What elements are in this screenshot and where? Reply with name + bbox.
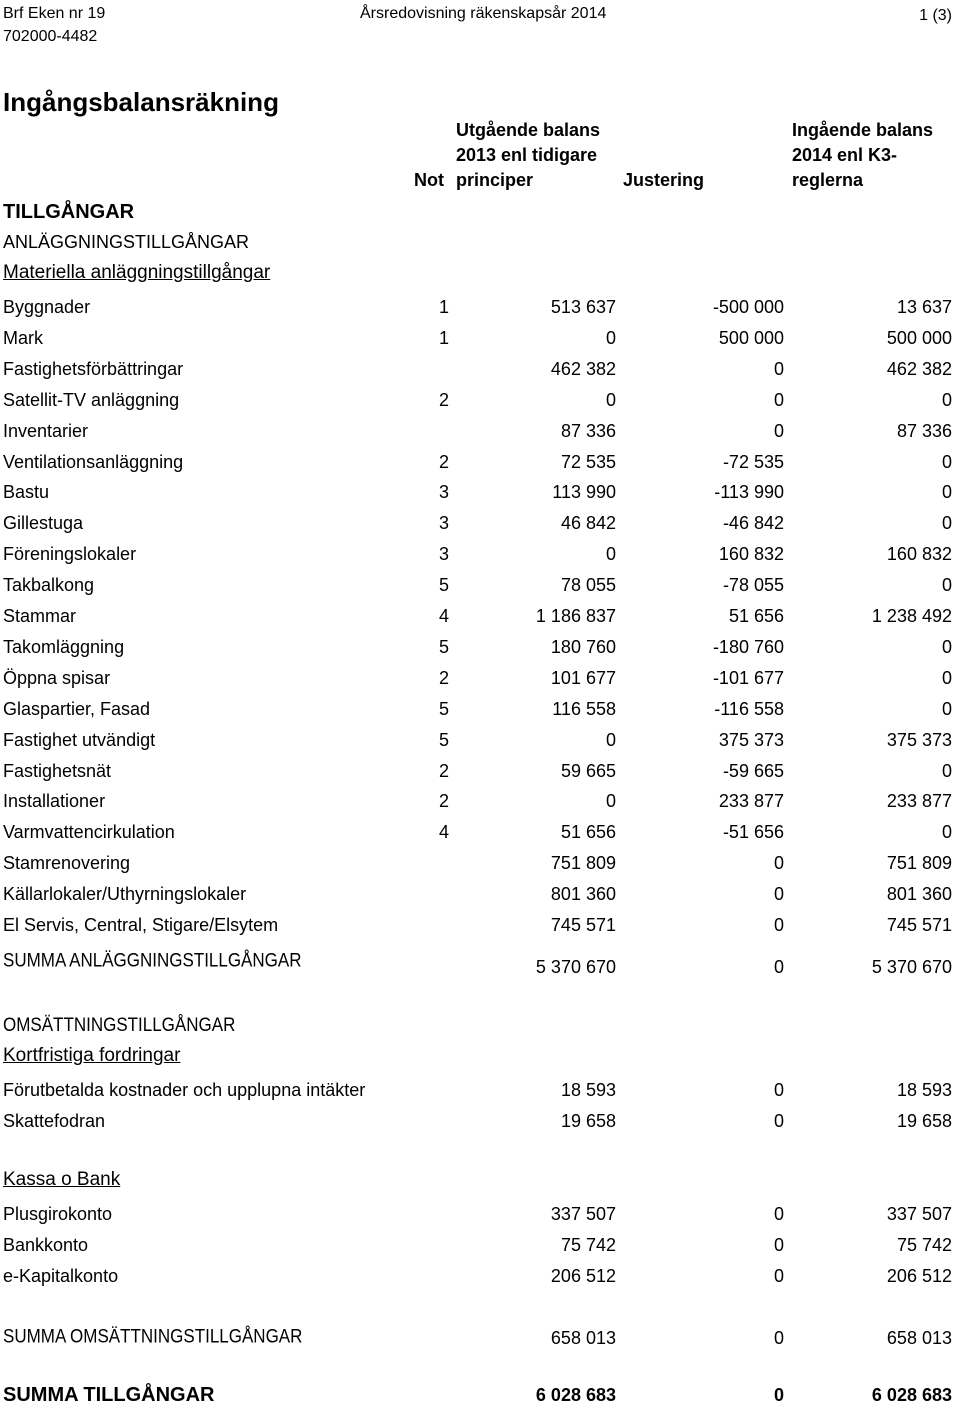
row-justering-value: 0 bbox=[773, 1111, 784, 1131]
row-ingaende-value: 0 bbox=[941, 636, 952, 657]
col-header-utgaende bbox=[456, 118, 600, 193]
row-utgaende-value: 462 382 bbox=[550, 358, 616, 379]
row-justering-value: -116 558 bbox=[714, 698, 784, 719]
table-row bbox=[0, 390, 960, 414]
row-justering-value: -180 760 bbox=[712, 636, 784, 657]
col-header-justering: Justering bbox=[623, 170, 705, 190]
row-utgaende-value: 101 677 bbox=[550, 667, 616, 688]
row-utgaende-value: 0 bbox=[605, 544, 616, 565]
row-utgaende-value: 51 656 bbox=[560, 822, 616, 843]
row-label: Byggnader bbox=[3, 297, 91, 317]
row-label: Inventarier bbox=[3, 420, 89, 441]
row-utgaende-value: 0 bbox=[605, 729, 616, 750]
row-utgaende-value: 180 760 bbox=[550, 636, 616, 657]
row-utgaende-value: 0 bbox=[605, 791, 616, 812]
row-ingaende-value: 0 bbox=[941, 575, 952, 596]
row-ingaende-value: 0 bbox=[941, 482, 952, 503]
col-header-not: Not bbox=[414, 170, 444, 190]
row-ingaende-value: 1 238 492 bbox=[871, 606, 952, 626]
row-not: 2 bbox=[438, 389, 449, 410]
row-ingaende-value: 233 877 bbox=[886, 791, 952, 812]
row-utgaende-value: 72 535 bbox=[560, 451, 616, 472]
table-row bbox=[0, 1111, 960, 1135]
col-header-utgaende-line3: principer bbox=[456, 170, 534, 190]
row-ingaende-value: 337 507 bbox=[886, 1204, 952, 1224]
table-row bbox=[0, 761, 960, 785]
row-utgaende-value: 19 658 bbox=[560, 1111, 616, 1131]
table-row bbox=[0, 637, 960, 661]
row-utgaende-value: 78 055 bbox=[560, 575, 616, 596]
row-utgaende-value: 59 665 bbox=[560, 760, 616, 781]
row-justering-value: -51 656 bbox=[722, 822, 784, 843]
row-not: 2 bbox=[438, 791, 449, 812]
row-not: 2 bbox=[438, 667, 449, 688]
row-utgaende-value: 87 336 bbox=[560, 420, 616, 441]
row-ingaende-value: 0 bbox=[941, 389, 952, 410]
row-ingaende-value: 13 637 bbox=[896, 297, 952, 317]
row-label: Fastighetsförbättringar bbox=[3, 358, 184, 379]
sum-oms-col2: 0 bbox=[773, 1328, 784, 1348]
row-justering-value: 0 bbox=[773, 915, 784, 935]
row-not: 1 bbox=[438, 297, 449, 317]
table-row bbox=[0, 730, 960, 754]
row-ingaende-value: 18 593 bbox=[896, 1080, 952, 1100]
table-row bbox=[0, 606, 960, 630]
row-not: 3 bbox=[438, 482, 449, 503]
row-label: Installationer bbox=[3, 791, 106, 812]
sum-omsattningstillgangar-row bbox=[0, 1325, 960, 1349]
row-not: 3 bbox=[438, 513, 449, 534]
row-justering-value: -113 990 bbox=[714, 482, 784, 503]
section-anlaggningstillgangar: ANLÄGGNINGSTILLGÅNGAR bbox=[3, 232, 250, 252]
row-justering-value: 51 656 bbox=[728, 606, 784, 626]
row-justering-value: 375 373 bbox=[718, 729, 784, 750]
row-ingaende-value: 0 bbox=[941, 513, 952, 534]
col-header-ingaende-line3: reglerna bbox=[792, 170, 864, 190]
row-justering-value: 0 bbox=[773, 358, 784, 379]
section-kassa: Kassa o Bank bbox=[3, 1169, 121, 1190]
col-header-ingaende bbox=[792, 118, 933, 193]
row-utgaende-value: 46 842 bbox=[560, 513, 616, 534]
row-ingaende-value: 0 bbox=[941, 822, 952, 843]
row-ingaende-value: 375 373 bbox=[886, 729, 952, 750]
table-row bbox=[0, 791, 960, 815]
table-row bbox=[0, 822, 960, 846]
row-label: El Servis, Central, Stigare/Elsytem bbox=[3, 915, 279, 935]
col-header-ingaende-line2: 2014 enl K3- bbox=[792, 145, 898, 165]
table-row bbox=[0, 915, 960, 939]
row-utgaende-value: 116 558 bbox=[552, 698, 616, 719]
table-row bbox=[0, 668, 960, 692]
table-row bbox=[0, 699, 960, 723]
row-label: Takbalkong bbox=[3, 575, 95, 596]
row-utgaende-value: 801 360 bbox=[550, 884, 616, 905]
row-utgaende-value: 18 593 bbox=[560, 1080, 616, 1100]
row-justering-value: 0 bbox=[773, 389, 784, 410]
row-label: Stamrenovering bbox=[3, 853, 131, 874]
sum-anl-col1: 5 370 670 bbox=[535, 957, 616, 977]
org-name: Brf Eken nr 19 bbox=[3, 5, 106, 22]
row-not: 3 bbox=[438, 544, 449, 565]
row-not: 4 bbox=[438, 822, 449, 843]
row-utgaende-value: 0 bbox=[605, 327, 616, 348]
row-label: Ventilationsanläggning bbox=[3, 451, 184, 472]
row-justering-value: 233 877 bbox=[718, 791, 784, 812]
section-tillgangar: TILLGÅNGAR bbox=[3, 201, 135, 223]
col-header-utgaende-line2: 2013 enl tidigare bbox=[456, 145, 598, 165]
table-row bbox=[0, 884, 960, 908]
row-ingaende-value: 462 382 bbox=[886, 358, 952, 379]
row-label: Bastu bbox=[3, 482, 50, 503]
row-label: Fastighetsnät bbox=[3, 760, 112, 781]
row-not: 2 bbox=[438, 760, 449, 781]
row-ingaende-value: 0 bbox=[941, 698, 952, 719]
row-label: Satellit-TV anläggning bbox=[3, 389, 180, 410]
table-row bbox=[0, 544, 960, 568]
row-justering-value: 0 bbox=[773, 1080, 784, 1100]
row-label: Föreningslokaler bbox=[3, 544, 137, 565]
row-not: 5 bbox=[438, 698, 449, 719]
table-row bbox=[0, 452, 960, 476]
row-utgaende-value: 751 809 bbox=[550, 853, 616, 874]
sum-tillgangar-row bbox=[0, 1385, 960, 1409]
table-row bbox=[0, 853, 960, 877]
row-utgaende-value: 113 990 bbox=[552, 482, 616, 503]
row-justering-value: -59 665 bbox=[722, 760, 784, 781]
sum-oms-label: SUMMA OMSÄTTNINGSTILLGÅNGAR bbox=[3, 1325, 303, 1347]
row-justering-value: -46 842 bbox=[722, 513, 784, 534]
table-row bbox=[0, 328, 960, 352]
row-justering-value: 0 bbox=[773, 884, 784, 905]
row-not: 5 bbox=[438, 636, 449, 657]
row-not: 5 bbox=[438, 575, 449, 596]
table-row bbox=[0, 1266, 960, 1290]
row-label: Takomläggning bbox=[3, 636, 125, 657]
sum-anl-col2: 0 bbox=[773, 957, 784, 977]
table-row bbox=[0, 421, 960, 445]
row-justering-value: 160 832 bbox=[718, 544, 784, 565]
row-utgaende-value: 75 742 bbox=[560, 1235, 616, 1255]
row-utgaende-value: 206 512 bbox=[550, 1266, 616, 1286]
col-header-utgaende-line1: Utgående balans bbox=[456, 120, 601, 140]
row-ingaende-value: 75 742 bbox=[896, 1235, 952, 1255]
row-not: 5 bbox=[438, 729, 449, 750]
row-utgaende-value: 745 571 bbox=[550, 915, 616, 935]
row-label: Plusgirokonto bbox=[3, 1204, 113, 1224]
row-ingaende-value: 0 bbox=[941, 451, 952, 472]
row-justering-value: 0 bbox=[773, 420, 784, 441]
section-kortfristiga: Kortfristiga fordringar bbox=[3, 1045, 181, 1066]
sum-oms-col1: 658 013 bbox=[550, 1328, 616, 1348]
sum-anl-col3: 5 370 670 bbox=[871, 957, 952, 977]
row-ingaende-value: 0 bbox=[941, 667, 952, 688]
sum-oms-col3: 658 013 bbox=[886, 1328, 952, 1348]
row-ingaende-value: 87 336 bbox=[896, 420, 952, 441]
row-utgaende-value: 337 507 bbox=[550, 1204, 616, 1224]
row-not: 2 bbox=[438, 451, 449, 472]
row-label: Varmvattencirkulation bbox=[3, 822, 175, 843]
org-number: 702000-4482 bbox=[3, 28, 98, 45]
row-label: Mark bbox=[3, 327, 43, 348]
document-title: Årsredovisning räkenskapsår 2014 bbox=[360, 5, 607, 22]
table-row bbox=[0, 359, 960, 383]
sum-anl-label: SUMMA ANLÄGGNINGSTILLGÅNGAR bbox=[3, 949, 302, 971]
table-row bbox=[0, 482, 960, 506]
row-justering-value: -500 000 bbox=[712, 297, 784, 317]
row-utgaende-value: 0 bbox=[605, 389, 616, 410]
sum-total-col3: 6 028 683 bbox=[871, 1385, 952, 1405]
row-label: Källarlokaler/Uthyrningslokaler bbox=[3, 884, 247, 905]
sum-total-col2: 0 bbox=[773, 1385, 784, 1405]
section-omsattningstillgangar: OMSÄTTNINGSTILLGÅNGAR bbox=[3, 1013, 236, 1036]
row-justering-value: -78 055 bbox=[722, 575, 784, 596]
sum-total-label: SUMMA TILLGÅNGAR bbox=[3, 1384, 215, 1406]
table-row bbox=[0, 575, 960, 599]
sum-total-col1: 6 028 683 bbox=[535, 1385, 616, 1405]
row-justering-value: 0 bbox=[773, 1204, 784, 1224]
row-justering-value: 0 bbox=[773, 1235, 784, 1255]
row-label: Bankkonto bbox=[3, 1235, 89, 1255]
row-ingaende-value: 0 bbox=[941, 760, 952, 781]
row-utgaende-value: 513 637 bbox=[550, 297, 616, 317]
row-justering-value: 0 bbox=[773, 1266, 784, 1286]
row-ingaende-value: 745 571 bbox=[886, 915, 952, 935]
table-row bbox=[0, 1080, 960, 1104]
table-row bbox=[0, 1204, 960, 1228]
row-label: e-Kapitalkonto bbox=[3, 1266, 119, 1286]
row-ingaende-value: 160 832 bbox=[886, 544, 952, 565]
page-number: 1 (3) bbox=[919, 7, 952, 24]
row-label: Gillestuga bbox=[3, 513, 84, 534]
row-ingaende-value: 19 658 bbox=[896, 1111, 952, 1131]
row-label: Fastighet utvändigt bbox=[3, 729, 156, 750]
row-ingaende-value: 500 000 bbox=[886, 327, 952, 348]
row-label: Glaspartier, Fasad bbox=[3, 698, 151, 719]
col-header-ingaende-line1: Ingående balans bbox=[792, 120, 934, 140]
sum-anlaggningstillgangar-row bbox=[0, 949, 960, 977]
row-ingaende-value: 206 512 bbox=[886, 1266, 952, 1286]
table-row bbox=[0, 297, 960, 321]
section-materiella: Materiella anläggningstillgångar bbox=[3, 262, 271, 283]
row-not: 1 bbox=[438, 327, 449, 348]
row-label: Skattefodran bbox=[3, 1111, 106, 1131]
row-justering-value: 0 bbox=[773, 853, 784, 874]
row-justering-value: 500 000 bbox=[718, 327, 784, 348]
row-label: Stammar bbox=[3, 606, 77, 626]
table-row bbox=[0, 513, 960, 537]
row-not: 4 bbox=[438, 606, 449, 626]
row-ingaende-value: 751 809 bbox=[886, 853, 952, 874]
row-ingaende-value: 801 360 bbox=[886, 884, 952, 905]
table-row bbox=[0, 1235, 960, 1259]
row-label: Förutbetalda kostnader och upplupna intäkter bbox=[3, 1080, 366, 1100]
row-label: Öppna spisar bbox=[3, 667, 111, 688]
row-justering-value: -72 535 bbox=[722, 451, 784, 472]
row-utgaende-value: 1 186 837 bbox=[535, 606, 616, 626]
page-title: Ingångsbalansräkning bbox=[3, 87, 279, 117]
row-justering-value: -101 677 bbox=[712, 667, 784, 688]
